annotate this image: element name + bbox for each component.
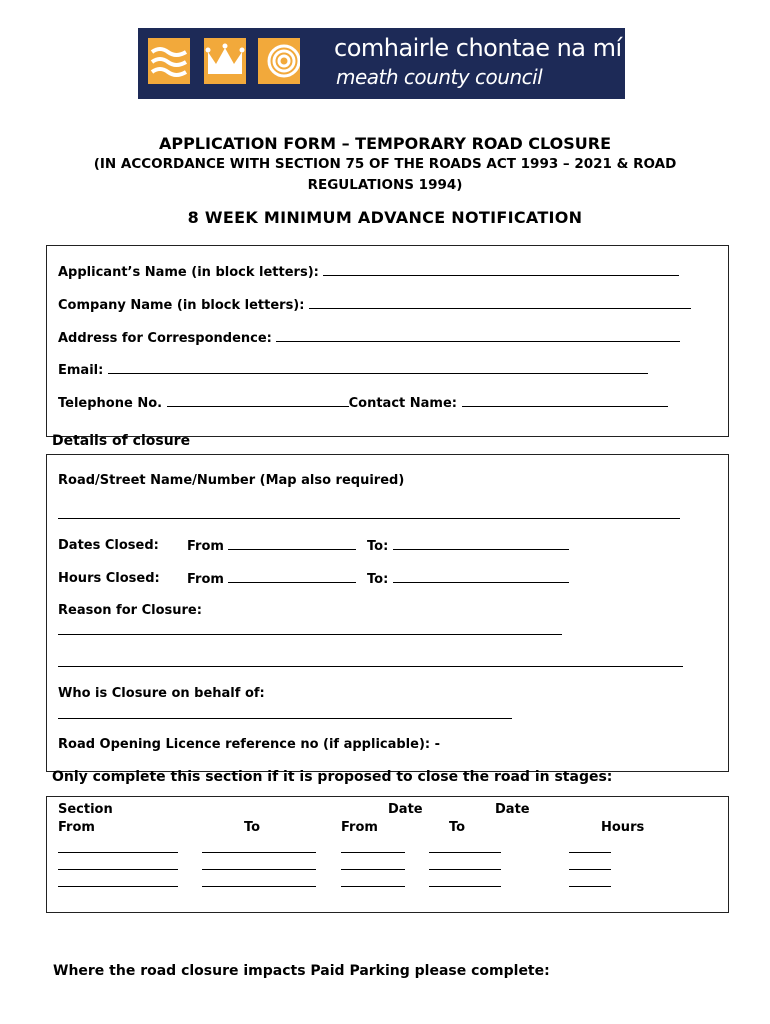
hours-from-field[interactable] bbox=[228, 571, 356, 583]
dates-from-row bbox=[187, 538, 356, 554]
notice-heading: 8 WEEK MINIMUM ADVANCE NOTIFICATION bbox=[187, 208, 583, 227]
hours-to-field[interactable] bbox=[393, 571, 569, 583]
reason-field-line-2[interactable] bbox=[58, 666, 683, 667]
telephone-label: Telephone No. bbox=[58, 396, 163, 411]
stage-1-section-to-field[interactable] bbox=[202, 852, 316, 853]
stages-heading: Only complete this section if it is proposed to close the road in stages: bbox=[52, 769, 613, 785]
waves-icon bbox=[148, 38, 190, 84]
dates-from-field[interactable] bbox=[228, 538, 356, 550]
dates-to-label: To: bbox=[367, 539, 389, 554]
email-row bbox=[58, 362, 648, 378]
hours-to-label: To: bbox=[367, 572, 389, 587]
applicant-name-label: Applicant’s Name (in block letters): bbox=[58, 265, 319, 280]
stage-3-date-to-field[interactable] bbox=[429, 886, 501, 887]
applicant-name-row bbox=[58, 264, 679, 280]
stage-2-section-to-field[interactable] bbox=[202, 869, 316, 870]
col-date-from-label: From bbox=[341, 820, 378, 835]
reason-label: Reason for Closure: bbox=[58, 603, 202, 618]
paid-parking-heading: Where the road closure impacts Paid Parking please complete: bbox=[53, 963, 550, 979]
form-subtitle-line-2: REGULATIONS 1994) bbox=[307, 177, 463, 193]
stage-2-hours-field[interactable] bbox=[569, 869, 611, 870]
behalf-field[interactable] bbox=[58, 718, 512, 719]
closure-section-heading: Details of closure bbox=[52, 433, 191, 449]
applicant-name-field[interactable] bbox=[323, 264, 679, 276]
stage-1-date-from-field[interactable] bbox=[341, 852, 405, 853]
address-row bbox=[58, 330, 680, 346]
email-field[interactable] bbox=[108, 362, 648, 374]
email-label: Email: bbox=[58, 363, 104, 378]
contact-name-field[interactable] bbox=[462, 395, 668, 407]
col-date-2-label: Date bbox=[495, 802, 530, 817]
stage-2-date-to-field[interactable] bbox=[429, 869, 501, 870]
hours-from-row bbox=[187, 571, 356, 587]
dates-closed-label: Dates Closed: bbox=[58, 538, 159, 553]
col-to-label: To bbox=[244, 820, 261, 835]
stage-3-hours-field[interactable] bbox=[569, 886, 611, 887]
licence-label: Road Opening Licence reference no (if applicable): - bbox=[58, 737, 441, 752]
col-date-to-label: To bbox=[449, 820, 466, 835]
telephone-row bbox=[58, 395, 668, 411]
council-irish-name: comhairle chontae na mí bbox=[334, 34, 622, 62]
road-name-field[interactable] bbox=[58, 518, 680, 519]
dates-from-label: From bbox=[187, 539, 224, 554]
stage-2-date-from-field[interactable] bbox=[341, 869, 405, 870]
company-name-field[interactable] bbox=[309, 297, 691, 309]
stage-3-date-from-field[interactable] bbox=[341, 886, 405, 887]
stage-1-date-to-field[interactable] bbox=[429, 852, 501, 853]
hours-to-row bbox=[367, 571, 569, 587]
col-section-label: Section bbox=[58, 802, 113, 817]
telephone-field[interactable] bbox=[167, 395, 349, 407]
council-logo bbox=[138, 28, 625, 99]
council-english-name: meath county council bbox=[336, 65, 543, 89]
stage-1-hours-field[interactable] bbox=[569, 852, 611, 853]
address-field[interactable] bbox=[276, 330, 680, 342]
col-from-label: From bbox=[58, 820, 95, 835]
dates-to-row bbox=[367, 538, 569, 554]
contact-name-label: Contact Name: bbox=[348, 396, 457, 411]
behalf-label: Who is Closure on behalf of: bbox=[58, 686, 265, 701]
company-name-label: Company Name (in block letters): bbox=[58, 298, 305, 313]
dates-to-field[interactable] bbox=[393, 538, 569, 550]
stage-3-section-to-field[interactable] bbox=[202, 886, 316, 887]
road-name-label: Road/Street Name/Number (Map also required) bbox=[58, 473, 405, 488]
company-name-row bbox=[58, 297, 691, 313]
col-hours-label: Hours bbox=[601, 820, 645, 835]
stage-3-section-from-field[interactable] bbox=[58, 886, 178, 887]
col-date-1-label: Date bbox=[388, 802, 423, 817]
stage-1-section-from-field[interactable] bbox=[58, 852, 178, 853]
hours-from-label: From bbox=[187, 572, 224, 587]
address-label: Address for Correspondence: bbox=[58, 331, 272, 346]
spiral-icon bbox=[258, 38, 300, 84]
crown-icon bbox=[204, 38, 246, 84]
hours-closed-label: Hours Closed: bbox=[58, 571, 160, 586]
form-title: APPLICATION FORM – TEMPORARY ROAD CLOSURE bbox=[158, 134, 612, 153]
reason-field-line-1[interactable] bbox=[58, 634, 562, 635]
stage-2-section-from-field[interactable] bbox=[58, 869, 178, 870]
form-subtitle-line-1: (IN ACCORDANCE WITH SECTION 75 OF THE ROADS ACT 1993 – 2021 & ROAD bbox=[93, 156, 677, 172]
